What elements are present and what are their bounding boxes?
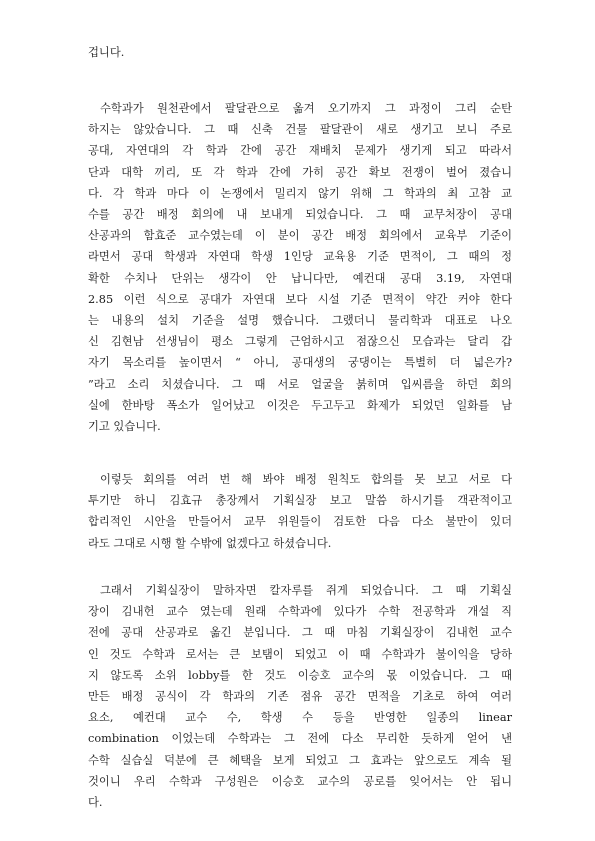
paragraph-4-line: 지 않도록 소위 lobby를 한 것도 이승호 교수의 몫 이었습니다. 그 때 [88,668,512,682]
paragraph-2-line: 산공과의 함효준 교수였는데 이 분이 공간 배정 회의에서 교육부 기준이 [88,229,512,243]
paragraph-2-line: 라면서 공대 학생과 자연대 학생 1인당 교육용 기준 면적이, 그 때의 정 [88,250,512,264]
paragraph-4-line: 장이 김내헌 교수 였는데 원래 수학과에 있다가 수학 전공학과 개설 직 [88,605,512,619]
paragraph-4-line: 인 것도 수학과 로서는 큰 보탬이 되었고 이 때 수학과가 불이익을 당하 [88,647,512,661]
paragraph-4-line: 만든 배정 공식이 각 학과의 기존 점유 공간 면적을 기초로 하여 여러 [88,690,512,703]
paragraph-4-line: combination 이었는데 수학과는 그 전에 다소 무리한 듯하게 얻어 낸 [88,732,512,746]
paragraph-4-line: 다. [88,796,103,809]
paragraph-2-line: 확한 수치나 단위는 생각이 안 납니다만, 예컨대 공대 3.19, 자연대 [88,271,512,285]
paragraph-4-line: 전에 공대 산공과로 옮긴 분입니다. 그 때 마침 기획실장이 김내헌 교수 [88,626,512,640]
paragraph-2-line: 단과 대학 끼리, 또 각 학과 간에 가히 공간 확보 전쟁이 벌어 졌습니 [88,165,512,179]
paragraph-3-line: 투기만 하니 김효규 총장께서 기획실장 보고 말씀 하시기를 객관적이고 [88,494,512,508]
paragraph-2-line: 는 내용의 설치 기준을 설명 했습니다. 그랬더니 물리학과 대표로 나오 [88,314,512,327]
paragraph-2-line: 신 김현남 선생님이 평소 그렇게 근엄하시고 점잖으신 모습과는 달리 갑 [88,335,512,349]
paragraph-2-line: ”라고 소리 치셨습니다. 그 때 서로 얼굴을 붉히며 입씨름을 하던 회의 [88,377,512,391]
paragraph-2-line: 실에 한바탕 폭소가 일어났고 이것은 두고두고 화제가 되었던 일화를 남 [88,398,512,412]
paragraph-3-line: 이렇듯 회의를 여러 번 해 봐야 배정 원칙도 합의를 못 보고 서로 다 [100,473,512,486]
paragraph-2-line: 수학과가 원천관에서 팔달관으로 옮겨 오기까지 그 과정이 그리 순탄 [100,102,512,115]
paragraph-2-line: 자기 목소리를 높이면서 “ 아니, 공대생의 궁댕이는 특별히 더 넓은가? [88,356,512,370]
paragraph-2-line: 하지는 않았습니다. 그 때 신축 건물 팔달관이 새로 생기고 보니 주로 [88,123,512,137]
paragraph-4-line: 요소, 예컨대 교수 수, 학생 수 등을 반영한 일종의 linear [88,711,512,725]
paragraph-2-line: 공대, 자연대의 각 학과 간에 공간 재배치 문제가 생기게 되고 따라서 [88,144,512,158]
paragraph-2-line: 수를 공간 배정 회의에 내 보내게 되었습니다. 그 때 교무처장이 공대 [88,208,512,221]
paragraph-4-line: 그래서 기획실장이 말하자면 칼자루를 쥐게 되었습니다. 그 때 기획실 [100,584,512,597]
paragraph-4-line: 것이니 우리 수학과 구성원은 이승호 교수의 공로를 잊어서는 안 됩니 [88,774,512,788]
paragraph-3-line: 라도 그대로 시행 할 수밖에 없겠다고 하셨습니다. [88,536,332,550]
paragraph-3-line: 합리적인 시안을 만들어서 교무 위원들이 검토한 다음 다소 불만이 있더 [88,515,512,529]
paragraph-2-line: 2.85 이런 식으로 공대가 자연대 보다 시설 기준 면적이 약간 커야 한다 [88,292,512,306]
paragraph-4-line: 수학 실습실 덕분에 큰 혜택을 보게 되었고 그 효과는 앞으로도 계속 될 [88,753,512,767]
paragraph-2-line: 다. 각 학과 마다 이 논쟁에서 밀리지 않기 위해 그 학과의 최 고참 교 [88,186,512,200]
paragraph-2-line: 기고 있습니다. [88,420,161,433]
paragraph-1-line: 겁니다. [88,46,125,59]
